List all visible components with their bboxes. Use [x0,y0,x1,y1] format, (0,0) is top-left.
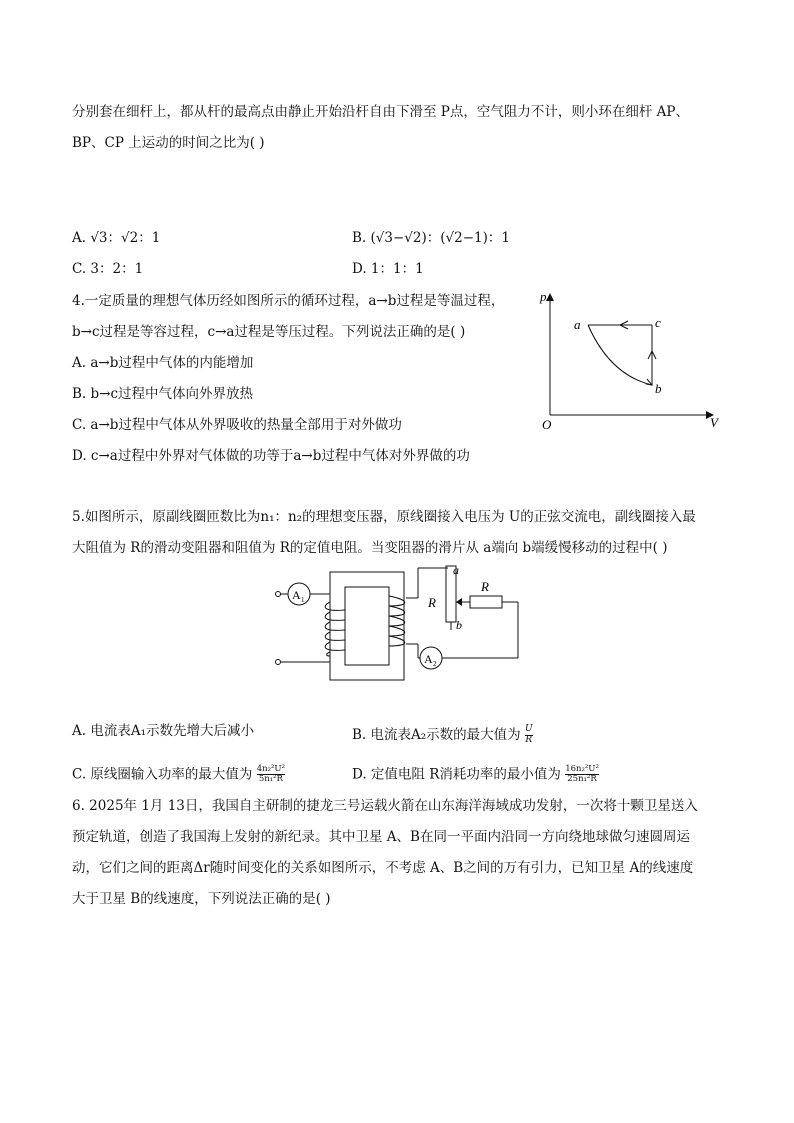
q3-stem-line1: 分别套在细杆上，都从杆的最高点由静止开始沿杆自由下滑至 P点，空气阻力不计，则小环在细杆 AP、 [72,104,689,120]
q6-stem-line2: 预定轨道，创造了我国海上发射的新纪录。其中卫星 A、B在同一平面内沿同一方向绕地球做匀速圆周运 [72,829,690,845]
point-b-label: b [655,381,662,396]
q5-c-numerator: 4n₂²U² [256,764,286,774]
q5-option-b-fraction [525,725,533,746]
point-a-label: a [574,317,581,332]
q4-stem-line1: 4.一定质量的理想气体历经如图所示的循环过程，a→b过程是等温过程， [72,293,505,309]
rheostat-end-b: b [456,618,462,632]
q4-option-d: D. c→a过程中外界对气体做的功等于a→b过程中气体对外界做的功 [72,448,470,464]
pv-diagram [530,285,730,435]
q5-option-d [352,765,599,785]
q3-option-a: A. √3：√2：1 [72,230,161,246]
ammeter-a1-subscript: 1 [301,596,305,604]
rheostat-end-a: a [453,563,459,577]
q5-option-b-text: B. 电流表A₂示数的最大值为 [352,726,521,743]
q5-b-numerator: U [524,724,533,734]
q6-stem-line3: 动，它们之间的距离Δr随时间变化的关系如图所示，不考虑 A、B之间的万有引力，已知卫星 A的线速度 [72,860,694,876]
q4-option-c: C. a→b过程中气体从外界吸收的热量全部用于对外做功 [72,417,402,433]
q4-stem-line2: b→c过程是等容过程，c→a过程是等压过程。下列说法正确的是( ) [72,324,466,340]
ammeter-a2-label: A [424,652,433,666]
iron-core-inner [345,587,389,665]
q3-option-d: D. 1：1：1 [352,261,424,277]
point-c-label: c [655,315,661,330]
transformer-circuit [270,560,530,685]
isotherm-curve-ab [588,325,652,385]
ammeter-a2-subscript: 2 [433,660,437,668]
input-terminal-bottom [276,660,281,665]
q5-stem-line2: 大阻值为 R的滑动变阻器和阻值为 R的定值电阻。当变阻器的滑片从 a端向 b端缓慢移动的过程中( ) [72,540,668,556]
arrow-ab [646,379,652,385]
secondary-coil [389,596,405,646]
q5-option-b [352,725,533,746]
q5-option-a: A. 电流表A₁示数先增大后减小 [72,723,254,739]
slider-contact [456,598,462,606]
q5-d-numerator: 16n₂²U² [565,764,599,774]
q4-option-b: B. b→c过程中气体向外界放热 [72,386,254,402]
q4-option-a: A. a→b过程中气体的内能增加 [72,355,254,371]
input-terminal-top [276,592,281,597]
q5-option-c [72,765,285,785]
q5-d-denominator: 25n₁²R [567,774,597,785]
origin-label: O [542,417,552,432]
q5-option-d-text: D. 定值电阻 R消耗功率的最小值为 [352,766,561,783]
v-axis-label: V [710,415,718,430]
q3-option-b: B. (√3−√2)：(√2−1)：1 [352,230,510,246]
q5-option-c-fraction [257,765,285,785]
q5-option-c-text: C. 原线圈输入功率的最大值为 [72,766,253,783]
q5-option-d-fraction [565,765,599,785]
fixed-resistor [470,596,502,608]
primary-coil [325,602,345,656]
q3-stem-line2: BP、CP 上运动的时间之比为( ) [72,135,265,151]
q5-stem-line1: 5.如图所示，原副线圈匝数比为n₁：n₂的理想变压器，原线圈接入电压为 U的正弦交流电，副线圈接入最 [72,509,696,525]
rheostat-label: R [428,595,436,610]
fixed-resistor-label: R [481,579,489,594]
p-axis-label: p [540,289,547,304]
q3-option-c: C. 3：2：1 [72,261,144,277]
q6-stem-line4: 大于卫星 B的线速度，下列说法正确的是( ) [72,891,331,907]
ammeter-a1-label: A [292,588,301,602]
q5-c-denominator: 5n₁²R [258,774,283,785]
q5-b-denominator: R [525,734,533,745]
q6-stem-line1: 6. 2025年 1月 13日，我国自主研制的捷龙三号运载火箭在山东海洋海域成功发射，一次将十颗卫星送入 [72,798,698,814]
